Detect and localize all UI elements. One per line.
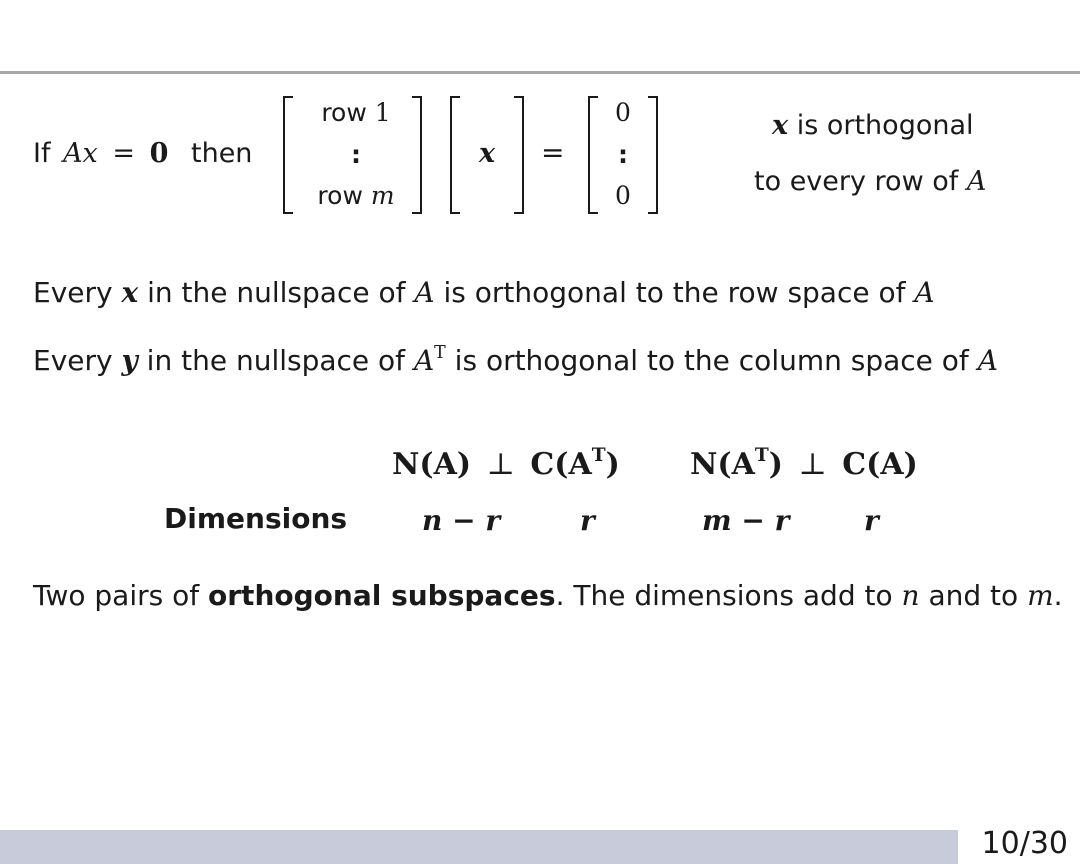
if-label: If Ax = 0 then	[33, 138, 253, 169]
dim-nullspace-A: n − r	[422, 504, 501, 537]
summary-sentence: Two pairs of orthogonal subspaces. The dimensions add to n and to m.	[33, 579, 1063, 612]
page-number: 10/30	[981, 826, 1068, 861]
dimensions-label: Dimensions	[164, 502, 348, 535]
pair-2-heading: $N(A^T)$ ⊥ C(A)	[690, 445, 918, 482]
dim-columnspace-A: r	[864, 504, 879, 537]
note-line-1: x is orthogonal	[772, 110, 974, 141]
zero-vector-right-bracket	[648, 96, 658, 214]
zero-vector-bottom: 0	[615, 181, 631, 210]
footer-progress-bar	[0, 830, 958, 864]
column-space-statement: Every y in the nullspace of $A^T$ is orthogonal to the column space of A	[33, 342, 998, 377]
matrix-row-dots: :	[351, 140, 361, 169]
note-line-2: to every row of A	[754, 166, 987, 197]
vector-x: x	[478, 138, 496, 169]
pair-1-heading: N(A) ⊥ $C(A^T)$	[392, 445, 620, 482]
dim-nullspace-AT: m − r	[702, 504, 790, 537]
row-space-statement: Every x in the nullspace of A is orthogonal to the row space of A	[33, 276, 935, 309]
vector-right-bracket	[514, 96, 524, 214]
zero-vector-top: 0	[615, 98, 631, 127]
dim-rowspace-A: r	[580, 504, 595, 537]
equals-sign: =	[541, 136, 565, 169]
matrix-row-m: row m	[317, 181, 395, 210]
matrix-row-1: row 1	[321, 98, 391, 127]
top-rule	[0, 71, 1080, 74]
matrix-right-bracket	[412, 96, 422, 214]
zero-vector-dots: :	[618, 140, 628, 169]
